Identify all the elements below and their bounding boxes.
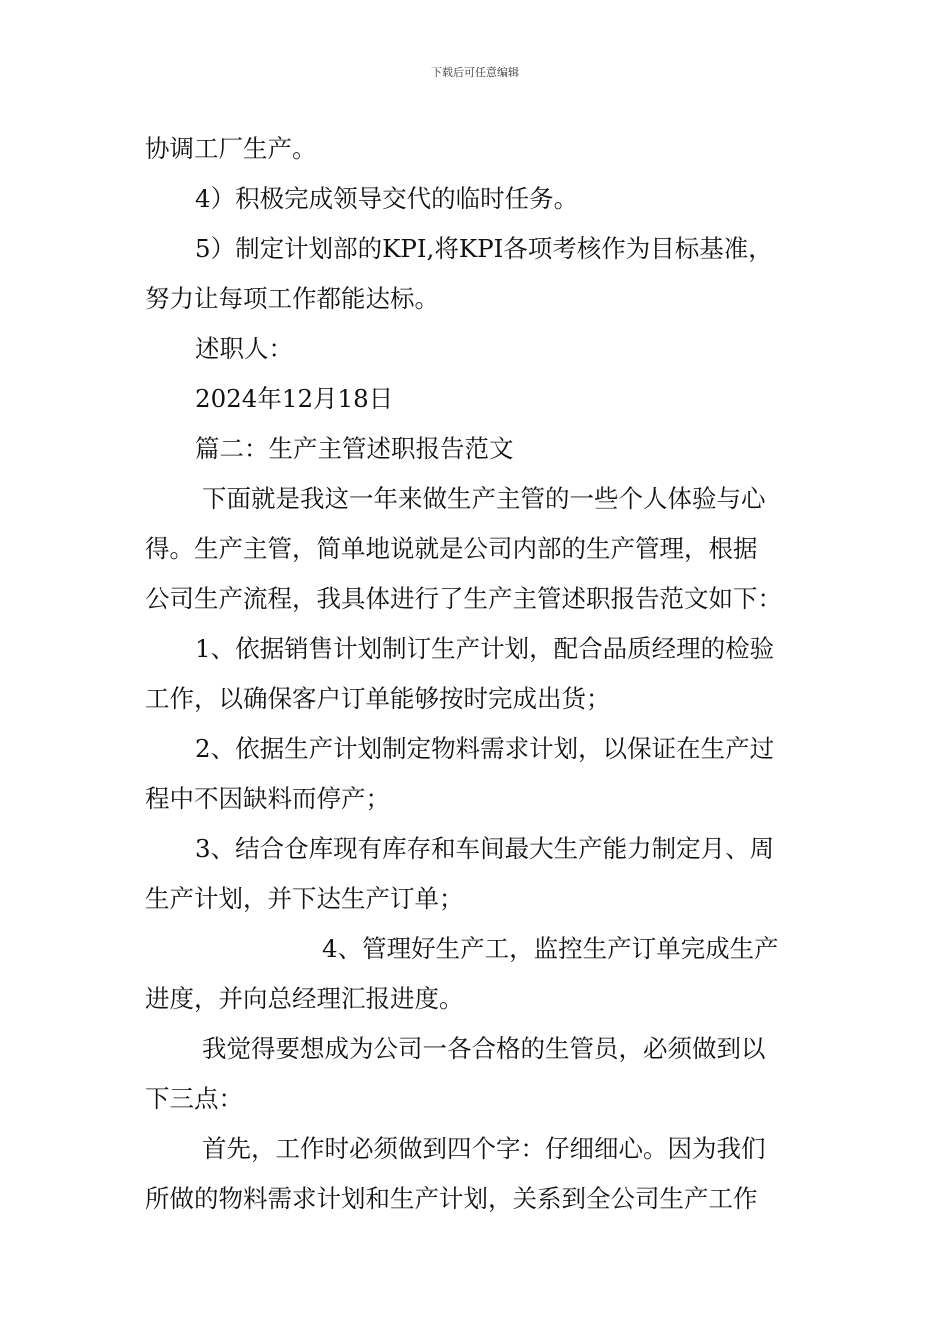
list-item-line: 1、依据销售计划制订生产计划，配合品质经理的检验 xyxy=(195,634,775,663)
paragraph-line: 努力让每项工作都能达标。 xyxy=(145,284,439,313)
list-item-line: 4、管理好生产工，监控生产订单完成生产 xyxy=(322,934,779,963)
list-item-line: 工作，以确保客户订单能够按时完成出货； xyxy=(145,684,611,713)
list-item-line: 2、依据生产计划制定物料需求计划，以保证在生产过 xyxy=(195,734,775,763)
signature-date: 2024年12月18日 xyxy=(195,384,394,413)
document-body xyxy=(145,124,809,1224)
signature-label: 述职人： xyxy=(195,334,293,363)
paragraph-line: 我觉得要想成为公司一各合格的生管员，必须做到以 xyxy=(202,1034,766,1063)
paragraph-line: 首先，工作时必须做到四个字：仔细细心。因为我们 xyxy=(202,1134,766,1163)
section-heading: 篇二：生产主管述职报告范文 xyxy=(195,434,514,463)
list-item-line: 生产计划，并下达生产订单； xyxy=(145,884,464,913)
paragraph-line: 得。生产主管，简单地说就是公司内部的生产管理，根据 xyxy=(145,534,758,563)
paragraph-line: 下三点： xyxy=(145,1084,243,1113)
list-item-line: 进度，并向总经理汇报进度。 xyxy=(145,984,464,1013)
page-header-note: 下载后可任意编辑 xyxy=(431,66,519,79)
paragraph-line: 5）制定计划部的KPI,将KPI各项考核作为目标基准， xyxy=(195,234,773,263)
list-item-line: 3、结合仓库现有库存和车间最大生产能力制定月、周 xyxy=(195,834,775,863)
paragraph-line: 所做的物料需求计划和生产计划，关系到全公司生产工作 xyxy=(145,1184,758,1213)
paragraph-line: 公司生产流程，我具体进行了生产主管述职报告范文如下： xyxy=(145,584,782,613)
list-item-line: 程中不因缺料而停产； xyxy=(145,784,390,813)
paragraph-line: 下面就是我这一年来做生产主管的一些个人体验与心 xyxy=(202,484,766,513)
paragraph-line: 4）积极完成领导交代的临时任务。 xyxy=(195,184,579,213)
paragraph-line: 协调工厂生产。 xyxy=(145,134,317,163)
